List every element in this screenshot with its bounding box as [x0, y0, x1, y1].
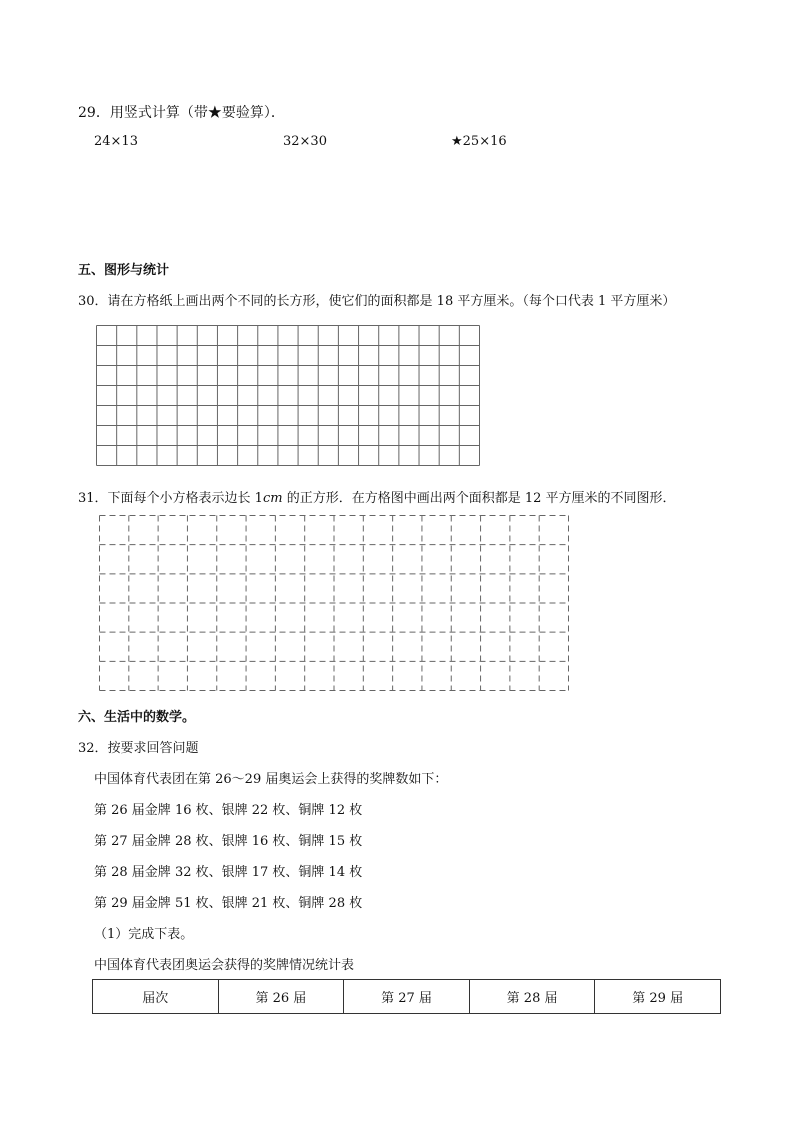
q30-title: 30．请在方格纸上画出两个不同的长方形，使它们的面积都是 18 平方厘米。（每个口代表 1 平方厘米） [78, 294, 676, 309]
q31-title-after: 的正方形．在方格图中画出两个面积都是 12 平方厘米的不同图形． [282, 491, 676, 506]
q32-line-28: 第 28 届金牌 32 枚、银牌 17 枚、铜牌 14 枚 [94, 865, 363, 880]
q32-line-27: 第 27 届金牌 28 枚、银牌 16 枚、铜牌 15 枚 [94, 834, 363, 849]
table-header-row [93, 980, 721, 1014]
section-5-heading: 五、图形与统计 [78, 263, 170, 278]
medal-table [92, 979, 721, 1014]
q32-title: 32．按要求回答问题 [78, 741, 199, 756]
q32-intro: 中国体育代表团在第 26～29 届奥运会上获得的奖牌数如下： [94, 772, 448, 787]
q31-title [78, 487, 676, 506]
q32-sub1: （1）完成下表。 [94, 927, 194, 942]
q31-title-before: 31．下面每个小方格表示边长 1 [78, 491, 263, 506]
q29-item-2: 32×30 [283, 134, 327, 149]
q29-item-3: ★25×16 [451, 134, 507, 149]
q29-title: 29．用竖式计算（带★要验算）． [78, 105, 285, 121]
section-6-heading: 六、生活中的数学。 [78, 710, 196, 725]
table-cell: 第 28 届 [469, 980, 595, 1014]
q30-square-grid[interactable] [96, 325, 480, 466]
table-cell: 第 26 届 [218, 980, 344, 1014]
q31-dashed-grid[interactable] [99, 515, 569, 691]
table-cell: 第 29 届 [595, 980, 721, 1014]
table-cell: 届次 [93, 980, 219, 1014]
q32-table-title: 中国体育代表团奥运会获得的奖牌情况统计表 [94, 958, 355, 973]
q31-title-unit: cm [262, 491, 283, 506]
q29-item-1: 24×13 [94, 134, 138, 149]
table-cell: 第 27 届 [344, 980, 470, 1014]
q32-line-26: 第 26 届金牌 16 枚、银牌 22 枚、铜牌 12 枚 [94, 803, 363, 818]
q32-line-29: 第 29 届金牌 51 枚、银牌 21 枚、铜牌 28 枚 [94, 896, 363, 911]
